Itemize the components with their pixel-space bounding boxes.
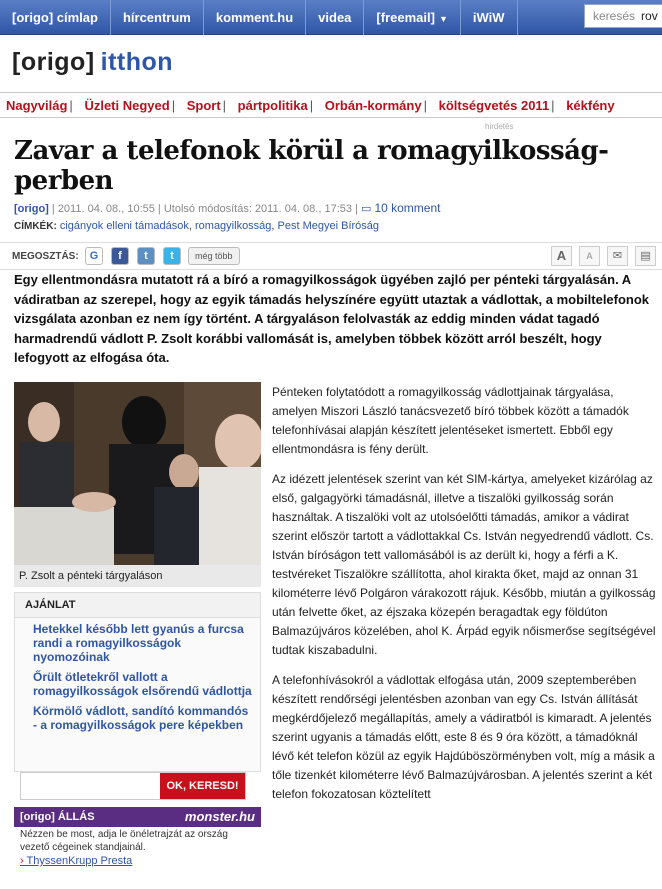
tag-link[interactable]: romagyilkosság (195, 220, 272, 232)
recommendation-link[interactable]: Körmölő vádlott, sandító kommandós - a romagyilkosságok pere képekben (33, 704, 249, 732)
tags-label: CÍMKÉK: (14, 221, 57, 232)
article-meta: [origo] | 2011. 04. 08., 10:55 | Utolsó módosítás: 2011. 04. 08., 17:53 | ▭ 10 komment (14, 201, 441, 215)
courtroom-photo (14, 382, 261, 565)
modified-date: Utolsó módosítás: 2011. 04. 08., 17:53 (163, 203, 352, 215)
article-photo[interactable] (14, 382, 261, 565)
arrow-icon: › (20, 855, 27, 867)
body-paragraph: Pénteken folytatódott a romagyilkosság vádlottjainak tárgyalása, amelyen Miszori László tanácsvezető bíró többek között a támadók telefonhívásai alapján készített jelentéseket ismertett. Ebből egy ellentmondásra is fény derült. (272, 385, 629, 456)
topic-link[interactable]: Sport (186, 98, 221, 113)
jobs-link-label: ThyssenKrupp Presta (26, 855, 133, 867)
topic-link[interactable]: pártpolitika (237, 98, 308, 113)
tag-link[interactable]: cigányok elleni támadások (59, 220, 189, 232)
tags-row: CÍMKÉK: cigányok elleni támadások, romagyilkosság, Pest Megyei Bíróság (14, 220, 380, 232)
photo-caption: P. Zsolt a pénteki tárgyaláson (14, 565, 261, 587)
article-source[interactable]: [origo] (14, 203, 49, 215)
topic-link[interactable]: kékfény (566, 98, 615, 113)
job-search-field[interactable] (20, 772, 246, 800)
topic-link[interactable]: költségvetés 2011 (438, 98, 550, 113)
nav-origo-home[interactable]: [origo] címlap (0, 0, 111, 35)
print-icon[interactable]: ▤ (635, 246, 656, 266)
article-body (272, 383, 656, 815)
monster-logo[interactable]: monster.hu (184, 809, 255, 824)
comment-icon: ▭ (360, 203, 372, 215)
email-icon[interactable]: ✉ (607, 246, 628, 266)
published-date: 2011. 04. 08., 10:55 (57, 203, 155, 215)
twitter-icon[interactable]: t (163, 247, 181, 265)
article-lead: Egy ellentmondásra mutatott rá a bíró a romagyilkosságok ügyében zajló per pénteki tárgyalásán. A vádiratban az szerepel, hogy az egyik támadás helyszínére együtt utaztak a vádlottak, a mobiltelefonok vizsgálata azonban ez nem így történt. A tárgyaláson felolvasták az eddig minden vádat tagadó harmadrendű vádlott P. Zsolt korábbi vallomását is, amelyben többek között arról beszélt, hogy lefogyott az elfogása óta. (14, 272, 650, 366)
search-submit-button[interactable]: OK, KERESD! (160, 773, 245, 799)
search-input[interactable] (584, 4, 662, 28)
article-title: Zavar a telefonok körül a romagyilkosság-perben (14, 136, 609, 196)
nav-hircentrum[interactable]: hírcentrum (111, 0, 204, 35)
tumblr-icon[interactable]: t (137, 247, 155, 265)
top-navigation (0, 0, 662, 35)
tag-link[interactable]: Pest Megyei Bíróság (277, 220, 380, 232)
topic-link[interactable]: Orbán-kormány (324, 98, 422, 113)
font-decrease-icon[interactable]: A (579, 246, 600, 266)
site-header (0, 36, 662, 86)
body-paragraph: A telefonhívásokról a vádlottak elfogása után, 2009 szeptemberében készített rendőrségi jelentésben azonban van egy Cs. István állítását megkérdőjelező megállapítás, amely a vádiratból is kimaradt. A jelentés szerint ugyanis a támadás előtt, este 8 és 9 óra között, a támadóknál lévő két telefon közül az egyik Hajdúböszörményben volt, míg a másik a tőle tizenkét kilométerre lévő Balmazújvárosban. A jelentés szerint a két telefon fokozatosan köztelített (272, 673, 655, 801)
recommendation-link[interactable]: Hetekkel később lett gyanús a furcsa randi a romagyilkosságok nyomozóinak (33, 622, 244, 664)
jobs-header (14, 807, 261, 827)
nav-freemail[interactable] (364, 0, 460, 35)
topic-link[interactable]: Üzleti Negyed (84, 98, 170, 113)
topic-link[interactable]: Nagyvilág (6, 98, 68, 113)
share-more-button[interactable]: még több (188, 247, 240, 265)
jobs-text: Nézzen be most, adja le önéletrajzát az ország vezető cégeinek standjainál. (20, 829, 228, 853)
jobs-link[interactable] (20, 855, 132, 867)
jobs-label: [origo] ÁLLÁS (20, 811, 95, 823)
comments-link[interactable]: 10 komment (374, 201, 441, 215)
font-increase-icon[interactable]: A (551, 246, 572, 266)
site-logo[interactable] (12, 48, 173, 77)
nav-iwiw[interactable]: iWiW (461, 0, 518, 35)
recommendation-title: AJÁNLAT (15, 593, 260, 618)
origo-share-icon[interactable]: G (85, 247, 103, 265)
facebook-icon[interactable]: f (111, 247, 129, 265)
nav-komment[interactable]: komment.hu (204, 0, 306, 35)
nav-videa[interactable]: videa (306, 0, 364, 35)
topic-bar: Nagyvilág | Üzleti Negyed | Sport | pártpolitika | Orbán-kormány | költségvetés 2011 | kékfény (0, 92, 662, 118)
chevron-down-icon: ▼ (438, 13, 448, 24)
body-paragraph: Az idézett jelentések szerint van két SIM-kártya, amelyeket kizárólag az első, galgagyörki támadásnál, illetve a tiszalöki gyilkosság során használtak. A tiszalöki volt az utolsóelőtti támadás, amikor a vádirat szerint először tartott a vádlottakkal Cs. István negyedrendű vádlott. Cs. István bíróságon tett vallomásából is az derült ki, hogy a férfi a K. testvéreket Tiszalökre szállította, ahol kirakta őket, majd az onnan 31 kilométerre lévő Polgáron várakozott rájuk. Később, miután a gyilkosság után felvette őket, az éjszaka közepén beragadtak egy földúton Balmazújváros közelében, ahol K. Árpád egyik nőismerőse segítségével tudtak kiszabadulni. (272, 472, 656, 657)
share-bar (0, 242, 662, 270)
share-label: MEGOSZTÁS: (12, 251, 79, 262)
nav-freemail-label: [freemail] (376, 9, 435, 25)
search-label: keresés (593, 9, 636, 23)
recommendation-box (14, 592, 261, 772)
logo-brand: [origo] (12, 48, 95, 76)
logo-section: itthon (100, 48, 174, 76)
search-value: rov (641, 9, 658, 23)
ad-label: hirdetés (485, 122, 514, 131)
recommendation-link[interactable]: Őrült ötletekről vallott a romagyilkosságok elsőrendű vádlottja (33, 670, 252, 698)
